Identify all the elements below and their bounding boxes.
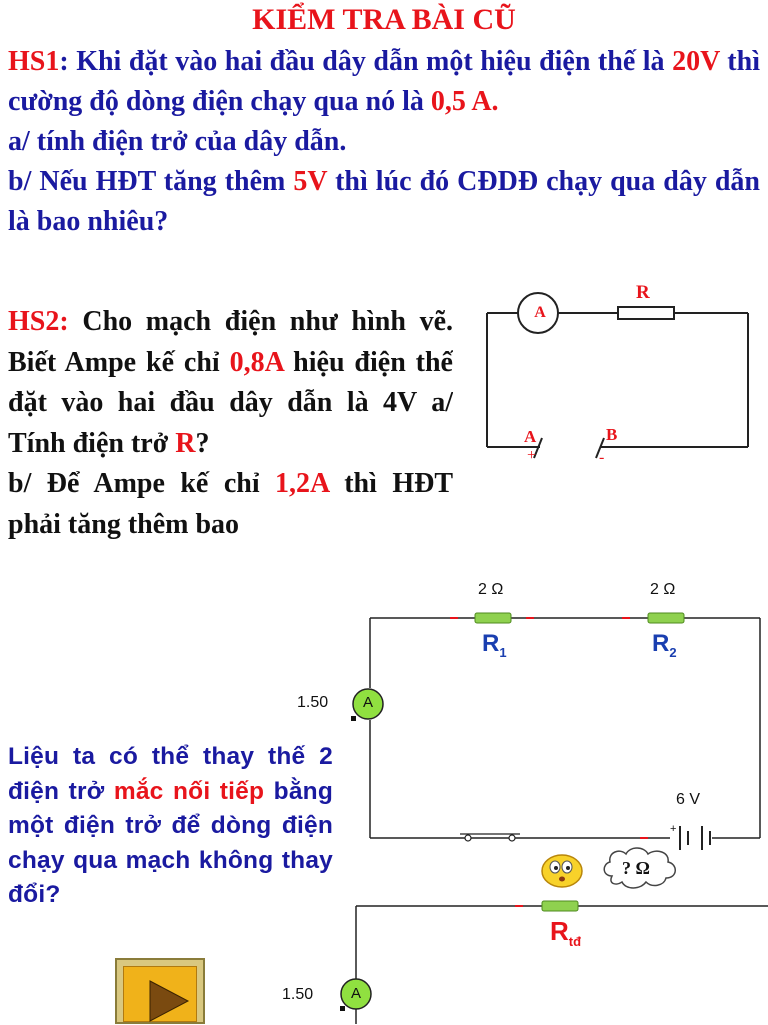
resistor-r2[interactable] <box>648 613 684 623</box>
req-name: R <box>550 916 569 946</box>
r1-sub: 1 <box>499 644 507 660</box>
ammeter-3-label: A <box>350 985 361 1002</box>
thought-text <box>622 858 650 879</box>
question-part-1: Liệu ta có thể thay thế 2 điện trở <box>8 743 333 805</box>
hs2-text-2: hiệu điện thế đặt vào hai đầu dây dẫn là 4V a/ Tính điện trở <box>8 346 453 459</box>
question-part-2: bằng một điện trở để dòng điện chạy qua mạch không thay đổi? <box>8 777 333 908</box>
hs2-label: HS2: <box>8 306 69 337</box>
thinking-face-icon <box>540 852 584 890</box>
r2-name: R <box>652 630 670 657</box>
question-highlight: mắc nối tiếp <box>113 777 265 805</box>
circuit-diagram-2 <box>340 600 768 860</box>
resistor-r <box>618 307 674 319</box>
hs2-part-b-2: thì HĐT phải tăng thêm bao <box>8 468 453 540</box>
hs1-question <box>8 42 760 242</box>
hs1-text-2: thì cường độ dòng điện chạy qua nó là <box>8 46 760 117</box>
unknown-resistance: ? Ω <box>622 858 650 878</box>
terminal-b-minus: - <box>599 449 605 466</box>
play-button[interactable] <box>115 958 205 1024</box>
req-sub: tđ <box>568 934 582 950</box>
hs1-current: 0,5 A. <box>430 86 499 117</box>
r2-label <box>652 630 677 660</box>
r1-name: R <box>482 630 500 657</box>
r1-value: 2 Ω <box>478 581 504 598</box>
req-label <box>550 916 581 949</box>
circuit-diagram-1 <box>470 280 760 480</box>
hs1-part-a: a/ tính điện trở của dây dẫn. <box>8 126 347 157</box>
battery-voltage: 6 V <box>676 791 701 808</box>
hs2-text-1: Cho mạch điện như hình vẽ. Biết Ampe kế chỉ <box>8 306 453 378</box>
resistor-equivalent[interactable] <box>542 901 578 911</box>
play-button-face[interactable] <box>123 966 197 1022</box>
hs2-part-b-current: 1,2A <box>275 468 329 499</box>
hs1-voltage: 20V <box>672 46 720 77</box>
page-title: KIỂM TRA BÀI CŨ <box>252 3 516 36</box>
ammeter-2-label: A <box>362 694 373 711</box>
r2-sub: 2 <box>669 644 677 660</box>
hs2-resistor: R <box>175 427 196 459</box>
terminal-b-label: B <box>606 425 618 444</box>
resistor-label: R <box>636 282 650 303</box>
svg-text:+: + <box>670 823 677 835</box>
terminal-a-label: A <box>524 427 537 446</box>
resistor-r1[interactable] <box>475 613 511 623</box>
hs1-part-b-1: b/ Nếu HĐT tăng thêm <box>8 166 294 197</box>
ammeter-3-reading: 1.50 <box>282 986 314 1003</box>
hs1-label: HS1 <box>8 46 60 77</box>
hs2-part-b-1: b/ Để Ampe kế chỉ <box>8 468 276 499</box>
play-icon <box>124 967 200 1025</box>
r1-label <box>482 630 507 660</box>
hs2-qmark: ? <box>195 427 210 459</box>
r2-value: 2 Ω <box>650 581 676 598</box>
ammeter-reading: 1.50 <box>297 694 329 711</box>
hs2-question <box>8 302 453 578</box>
ammeter-label: A <box>534 304 546 321</box>
hs1-part-b-2: thì lúc đó CĐDĐ chạy qua dây dẫn là bao nhiêu? <box>8 166 760 237</box>
hs1-part-b-voltage: 5V <box>293 166 328 197</box>
hs2-current: 0,8A <box>229 346 284 378</box>
question-text <box>8 740 333 913</box>
hs1-text-1: : Khi đặt vào hai đầu dây dẫn một hiệu điện thế là <box>59 46 673 77</box>
terminal-a-plus: + <box>527 447 537 464</box>
